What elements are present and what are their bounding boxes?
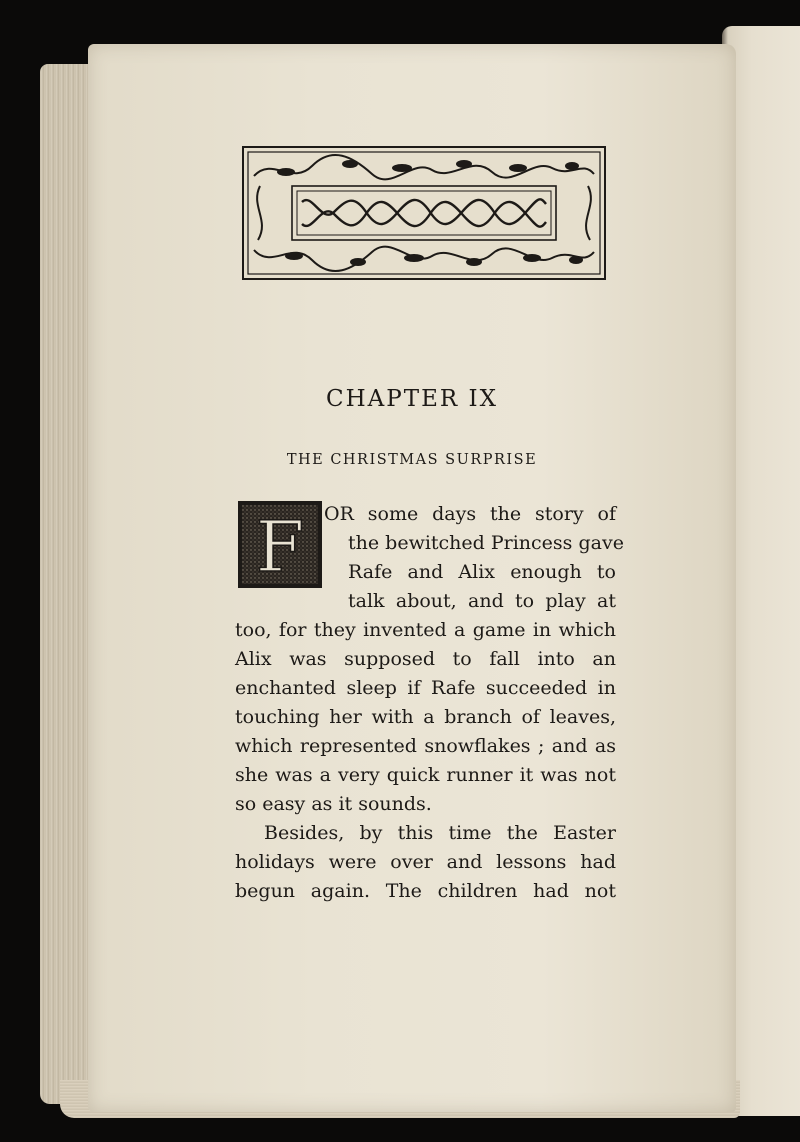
chapter-subtitle: THE CHRISTMAS SURPRISE bbox=[286, 452, 538, 468]
body-line-9: which represented snowflakes ; and as bbox=[235, 735, 616, 757]
body-line-7: enchanted sleep if Rafe succeeded in bbox=[235, 677, 616, 699]
body-line-13: holidays were over and lessons had bbox=[235, 851, 616, 873]
drop-cap-initial bbox=[238, 501, 322, 588]
body-line-14: begun again. The children had not bbox=[235, 880, 616, 902]
body-line-10: she was a very quick runner it was not bbox=[235, 764, 616, 786]
body-line-2: the bewitched Princess gave bbox=[348, 532, 624, 554]
body-line-4: talk about, and to play at bbox=[348, 590, 616, 612]
chapter-title: CHAPTER IX bbox=[326, 386, 498, 412]
book-page bbox=[88, 44, 736, 1112]
body-line-12: Besides, by this time the Easter bbox=[264, 822, 616, 844]
body-line-8: touching her with a branch of leaves, bbox=[235, 706, 616, 728]
drop-cap-letter: F bbox=[255, 506, 305, 588]
body-line-1: OR some days the story of bbox=[324, 503, 616, 525]
ornamental-headpiece bbox=[242, 146, 606, 280]
body-line-3: Rafe and Alix enough to bbox=[348, 561, 616, 583]
body-line-11: so easy as it sounds. bbox=[235, 793, 432, 815]
body-line-6: Alix was supposed to fall into an bbox=[235, 648, 616, 670]
body-line-5: too, for they invented a game in which bbox=[235, 619, 616, 641]
